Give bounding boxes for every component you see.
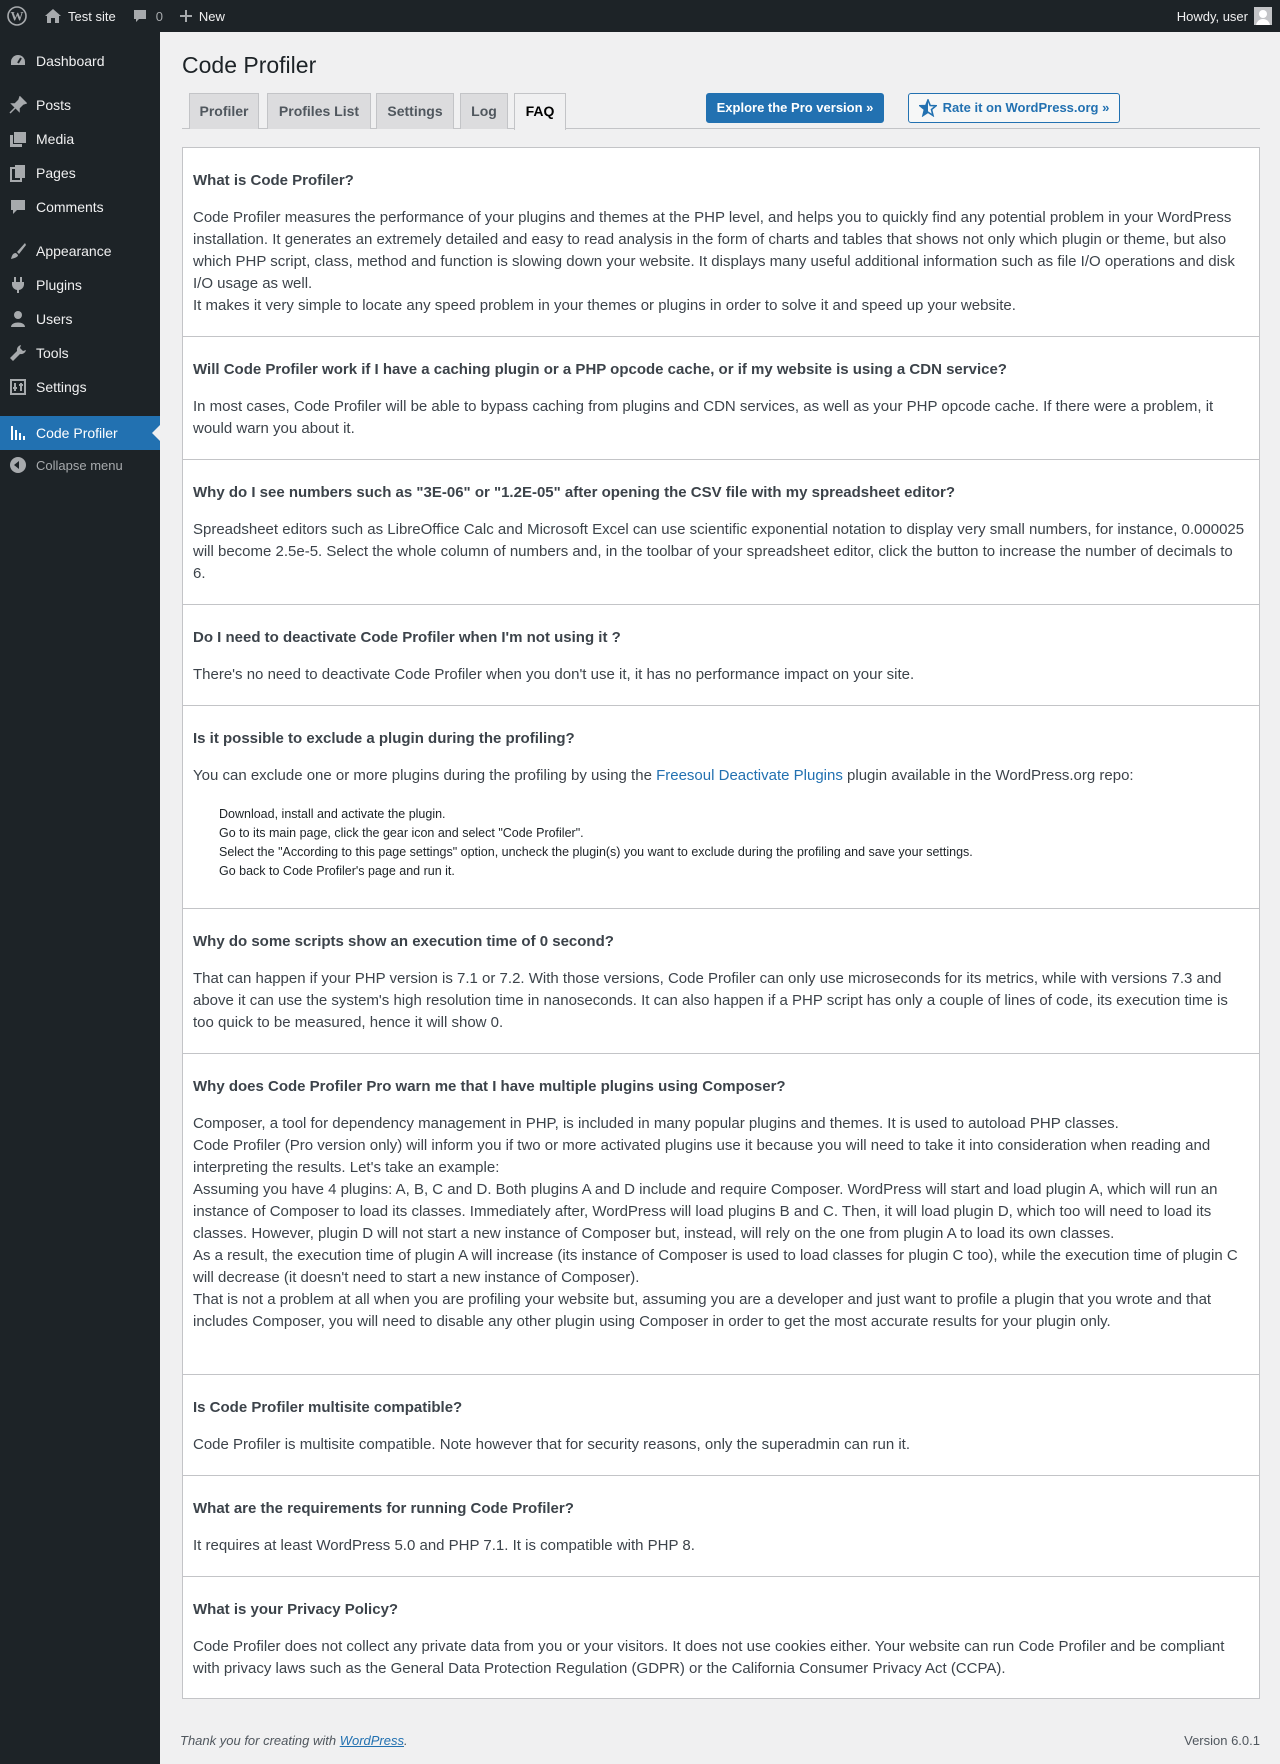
collapse-label: Collapse menu (36, 457, 123, 473)
comment-bubble-icon (132, 8, 148, 24)
menu-label: Users (36, 311, 73, 327)
faq-answer (193, 1434, 1248, 1456)
collapse-icon (0, 457, 36, 473)
faq-answer (193, 1636, 1248, 1680)
menu-pages[interactable] (0, 156, 160, 190)
wrench-icon (0, 344, 36, 362)
faq-answer-paragraph: Code Profiler does not collect any private data from you or your visitors. It does not use cookies either. Your website can run Code Profiler and be compliant with privacy laws such as the General Data Protection Regulation (GDPR) or the California Consumer Privacy Act (CCPA). (193, 1638, 1225, 1677)
plus-icon (179, 9, 193, 23)
footer-thanks-text: Thank you for creating with (180, 1733, 340, 1748)
faq-item (183, 1375, 1259, 1476)
comments-count: 0 (155, 8, 163, 24)
faq-answer (193, 1535, 1248, 1557)
faq-item (183, 909, 1259, 1054)
faq-answer-paragraph: Assuming you have 4 plugins: A, B, C and D. Both plugins A and D include and require Composer. WordPress will start and load plugin A, which will run an instance of Composer to load its classes. Immediately after, WordPress will load plugins B and C. Then, it will load plugin D, which too will need to load its classes. However, plugin D will not start a new instance of Composer but, instead, will rely on the one from plugin A to load its own classes. (193, 1181, 1218, 1242)
list-item: Go back to Code Profiler's page and run it. (219, 864, 455, 878)
menu-comments[interactable] (0, 190, 160, 224)
faq-question: Do I need to deactivate Code Profiler when I'm not using it ? (193, 629, 621, 646)
footer-thanks (180, 1733, 408, 1748)
faq-question: Why does Code Profiler Pro warn me that I have multiple plugins using Composer? (193, 1078, 786, 1095)
faq-answer-paragraph: Composer, a tool for dependency management in PHP, is included in many popular plugins and themes. It is used to autoload PHP classes. (193, 1115, 1119, 1132)
faq-answer-paragraph: It requires at least WordPress 5.0 and PHP 7.1. It is compatible with PHP 8. (193, 1537, 695, 1554)
site-name-link[interactable] (34, 0, 124, 32)
faq-answer (193, 1113, 1248, 1333)
freesoul-plugin-link[interactable]: Freesoul Deactivate Plugins (656, 767, 843, 784)
faq-question: Is it possible to exclude a plugin during the profiling? (193, 730, 575, 747)
new-label: New (198, 8, 225, 24)
star-icon (919, 99, 937, 117)
faq-answer-paragraph: Code Profiler measures the performance of your plugins and themes at the PHP level, and helps you to quickly find any potential problem in your WordPress installation. It generates an extremely detailed and easy to read analysis in the form of charts and tables that shows not only which plugin or theme, but also which PHP script, class, method and function is slowing down your website. It displays many useful additional information such as file I/O operations and disk I/O usage as well. (193, 209, 1235, 292)
faq-answer (193, 968, 1248, 1034)
tab-profiles-list[interactable]: Profiles List (267, 93, 371, 129)
list-item: Go to its main page, click the gear icon and select "Code Profiler". (219, 826, 584, 840)
menu-label: Comments (36, 199, 104, 215)
admin-menu (0, 32, 160, 1764)
pin-icon (0, 96, 36, 114)
my-account-link[interactable] (1169, 0, 1280, 32)
menu-posts[interactable] (0, 88, 160, 122)
menu-dashboard[interactable] (0, 44, 160, 78)
faq-item (183, 460, 1259, 605)
faq-item (183, 1054, 1259, 1375)
settings-icon (0, 378, 36, 396)
menu-label: Dashboard (36, 53, 105, 69)
user-icon (0, 310, 36, 328)
faq-item (183, 1476, 1259, 1577)
faq-question: What is your Privacy Policy? (193, 1601, 399, 1618)
menu-label: Media (36, 131, 75, 147)
wordpress-logo-icon[interactable] (0, 0, 34, 32)
brush-icon (0, 242, 36, 260)
collapse-menu-button[interactable] (0, 448, 160, 482)
faq-item (183, 148, 1259, 337)
site-name-label: Test site (68, 8, 116, 24)
faq-question: Will Code Profiler work if I have a caching plugin or a PHP opcode cache, or if my website is using a CDN service? (193, 361, 1007, 378)
faq-answer-text: plugin available in the WordPress.org repo: (842, 767, 1134, 784)
menu-label: Settings (36, 379, 87, 395)
footer-version: Version 6.0.1 (1184, 1733, 1260, 1748)
faq-answer-paragraph: Spreadsheet editors such as LibreOffice Calc and Microsoft Excel can use scientific exponential notation to display very small numbers, for instance, 0.000025 will become 2.5e-5. Select the whole column of numbers and, in the toolbar of your spreadsheet editor, click the button to increase the number of decimals to 6. (193, 521, 1245, 582)
faq-answer-paragraph: That is not a problem at all when you are profiling your website but, assuming you are a developer and just want to profile a plugin that you wrote and that includes Composer, you will need to disable any other plugin using Composer in order to get the most accurate results for your plugin only. (193, 1291, 1212, 1330)
faq-answer-paragraph: As a result, the execution time of plugin A will increase (its instance of Composer is used to load classes for plugin C too), while the execution time of plugin C will decrease (it doesn't need to start a new instance of Composer). (193, 1247, 1238, 1286)
new-content-link[interactable] (171, 0, 233, 32)
home-icon (44, 8, 62, 24)
faq-question: Why do some scripts show an execution time of 0 second? (193, 933, 614, 950)
faq-answer-paragraph: Code Profiler is multisite compatible. Note however that for security reasons, only the superadmin can run it. (193, 1436, 910, 1453)
pages-icon (0, 164, 36, 182)
faq-answer-paragraph: That can happen if your PHP version is 7.1 or 7.2. With those versions, Code Profiler can only use microseconds for its metrics, while with versions 7.3 and above it can use the system's high resolution time in nanoseconds. It can also happen if a PHP script has only a couple of lines of code, its execution time is too quick to be measured, hence it will show 0. (193, 970, 1228, 1031)
admin-bar (0, 0, 1280, 32)
menu-tools[interactable] (0, 336, 160, 370)
menu-code-profiler[interactable] (0, 416, 160, 450)
faq-answer (193, 396, 1248, 440)
dashboard-icon (0, 52, 36, 70)
menu-settings[interactable] (0, 370, 160, 404)
menu-plugins[interactable] (0, 268, 160, 302)
menu-media[interactable] (0, 122, 160, 156)
faq-answer (193, 664, 1248, 686)
faq-item (183, 706, 1259, 909)
faq-answer-paragraph (193, 765, 1248, 787)
rate-wordpress-button[interactable] (908, 93, 1120, 123)
plug-icon (0, 276, 36, 294)
faq-question: Is Code Profiler multisite compatible? (193, 1399, 463, 1416)
avatar (1254, 7, 1272, 25)
menu-label: Appearance (36, 243, 112, 259)
faq-answer-text: You can exclude one or more plugins during the profiling by using the (193, 767, 657, 784)
faq-item (183, 337, 1259, 460)
faq-answer-paragraph: There's no need to deactivate Code Profiler when you don't use it, it has no performance impact on your site. (193, 666, 915, 683)
comments-link[interactable] (124, 0, 171, 32)
faq-item (183, 1577, 1259, 1698)
faq-answer (193, 519, 1248, 585)
menu-label: Code Profiler (36, 425, 118, 441)
menu-label: Tools (36, 345, 69, 361)
faq-question: What is Code Profiler? (193, 172, 354, 189)
faq-question: What are the requirements for running Code Profiler? (193, 1500, 574, 1517)
faq-answer-paragraph: In most cases, Code Profiler will be able to bypass caching from plugins and CDN services, as well as your PHP opcode cache. If there were a problem, it would warn you about it. (193, 398, 1214, 437)
menu-appearance[interactable] (0, 234, 160, 268)
tab-profiler[interactable]: Profiler (189, 93, 259, 129)
faq-answer-paragraph: Code Profiler (Pro version only) will inform you if two or more activated plugins use it because you will need to take it into consideration when reading and interpreting the results. Let's take an example: (193, 1137, 1211, 1176)
tab-settings[interactable]: Settings (376, 93, 454, 129)
faq-panel (182, 147, 1260, 1699)
faq-item (183, 605, 1259, 706)
list-item: Download, install and activate the plugin. (219, 807, 446, 821)
rate-label: Rate it on WordPress.org » (942, 100, 1110, 115)
faq-answer-paragraph: It makes it very simple to locate any speed problem in your themes or plugins in order to solve it and speed up your website. (193, 297, 1016, 314)
menu-label: Posts (36, 97, 72, 113)
faq-question: Why do I see numbers such as "3E-06" or "1.2E-05" after opening the CSV file with my spreadsheet editor? (193, 484, 955, 501)
chart-bars-icon (0, 424, 36, 442)
svg-text:W: W (10, 8, 24, 24)
tab-log[interactable]: Log (460, 93, 508, 129)
media-icon (0, 130, 36, 148)
tab-faq[interactable]: FAQ (514, 93, 566, 130)
faq-answer (193, 765, 1248, 787)
footer-thanks-end: . (404, 1733, 408, 1748)
menu-users[interactable] (0, 302, 160, 336)
steps-list (219, 805, 973, 881)
explore-pro-button[interactable]: Explore the Pro version » (706, 93, 884, 123)
page-title: Code Profiler (182, 52, 317, 78)
comment-icon (0, 198, 36, 216)
menu-label: Pages (36, 165, 76, 181)
menu-label: Plugins (36, 277, 82, 293)
wordpress-link[interactable]: WordPress (339, 1733, 404, 1748)
howdy-text: Howdy, user (1176, 8, 1248, 24)
faq-answer (193, 207, 1248, 317)
list-item: Select the "According to this page settings" option, uncheck the plugin(s) you want to exclude during the profiling and save your settings. (219, 845, 973, 859)
